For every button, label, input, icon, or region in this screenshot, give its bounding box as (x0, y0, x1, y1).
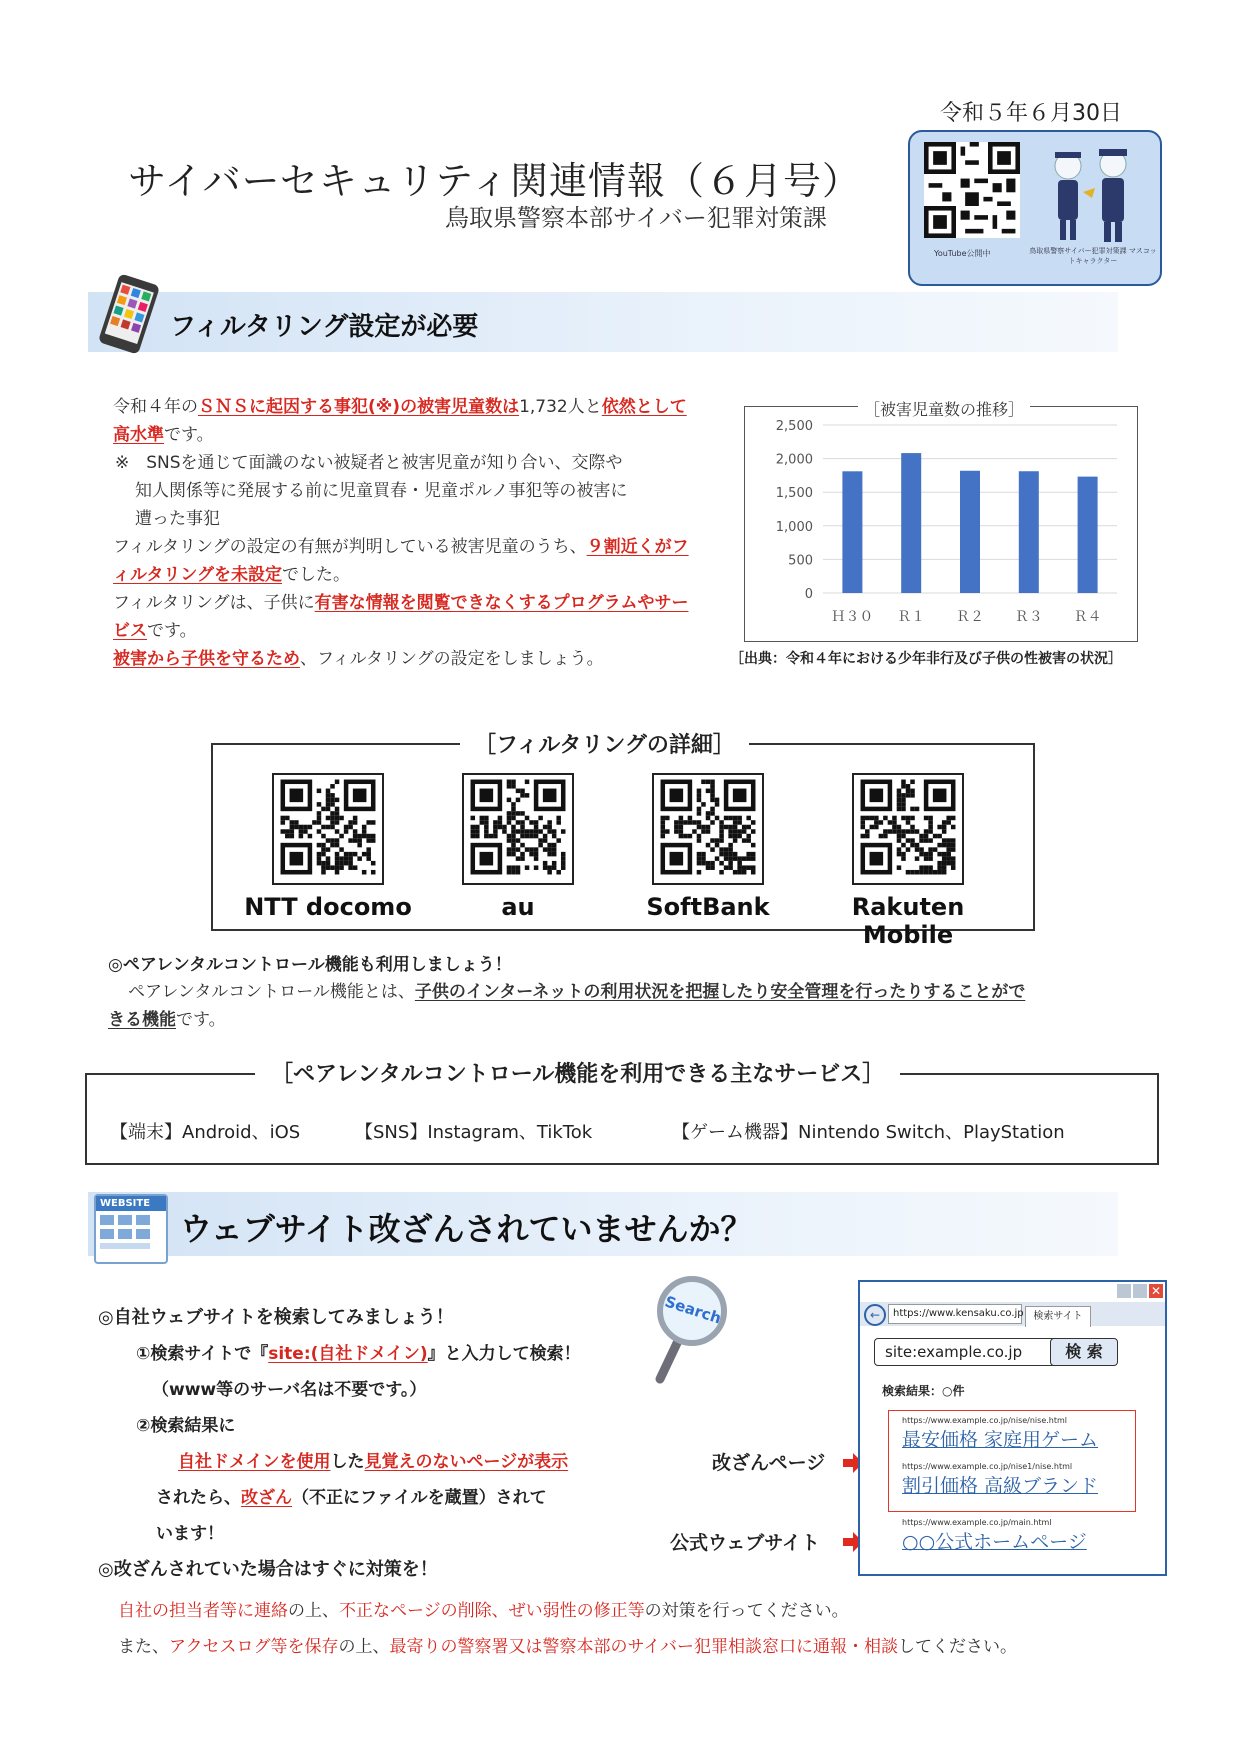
y-tick-label: 1,500 (775, 486, 813, 502)
department-name: 鳥取県警察本部サイバー犯罪対策課 (445, 204, 827, 232)
service-game: 【ゲーム機器】Nintendo Switch、PlayStation (672, 1122, 1065, 1143)
service-devices: 【端末】Android、iOS (110, 1122, 301, 1143)
youtube-qr-code[interactable] (924, 142, 1020, 238)
qr-pattern (276, 775, 380, 879)
search-result[interactable]: https://www.example.co.jp/nise/nise.html 最安価格 家庭用ゲーム (902, 1416, 1099, 1451)
x-tick-label: Ｒ１ (897, 609, 926, 625)
search-query-input[interactable]: site:example.co.jp (874, 1338, 1056, 1366)
search-result[interactable]: https://www.example.co.jp/main.html ○○公式ホームページ (902, 1518, 1087, 1553)
section2-title: ウェブサイト改ざんされていませんか？ (180, 1210, 753, 1248)
y-tick-label: 2,500 (775, 419, 813, 434)
chart-title: ［被害児童数の推移］ (858, 397, 1030, 420)
address-bar-row (860, 1302, 1165, 1326)
services-title: ［ペアレンタルコントロール機能を利用できる主なサービス］ (255, 1057, 900, 1088)
chart-plot (745, 407, 1137, 641)
maximize-icon[interactable] (1133, 1284, 1147, 1298)
page-title: サイバーセキュリティ関連情報（６月号） (128, 159, 862, 203)
issue-date: 令和５年６月30日 (940, 101, 1122, 126)
chart-bar (901, 453, 921, 593)
carrier-label: SoftBank (646, 893, 770, 921)
softbank-qr-code[interactable] (652, 773, 764, 885)
window-controls (1117, 1284, 1163, 1298)
countermeasure-text: 自社の担当者等に連絡の上、不正なページの削除、ぜい弱性の修正等の対策を行ってください。 また、アクセスログ等を保存の上、最寄りの警察署又は警察本部のサイバー犯罪相談窓口に通報・相談してください。 (118, 1601, 1017, 1657)
y-tick-label: 0 (804, 587, 813, 602)
chart-source: ［出典：令和４年における少年非行及び子供の性被害の状況］ (730, 651, 1122, 667)
carrier-label: au (501, 893, 535, 921)
youtube-qr-card[interactable] (908, 130, 1162, 286)
carrier-docomo[interactable] (238, 773, 418, 921)
carrier-label: Rakuten Mobile (851, 893, 965, 949)
search-browser-mockup (858, 1280, 1167, 1576)
close-icon[interactable]: ✕ (1150, 1284, 1162, 1298)
section1-banner (88, 292, 1118, 352)
qr-pattern (466, 775, 570, 879)
qr-pattern (656, 775, 760, 879)
section1-body: 令和４年のＳＮＳに起因する事犯(※)の被害児童数は1,732人と依然として高水準です。 ※ SNSを通じて面識のない被疑者と被害児童が知り合い、交際や 知人関係等に発展する前に児童買春・児童ポルノ事犯等の被害に 遭った事犯 フィルタリングの設定の有無が判明している被害児童のうち、９割近くがフィルタリングを未設定でした。 フィルタリングは、子供に有害な情報を閲覧できなくするプログラムやサービスです。 被害から子供を守るため、フィルタリングの設定をしましょう。 (113, 397, 689, 669)
x-tick-label: Ｒ２ (956, 609, 984, 625)
back-arrow-icon[interactable]: ← (864, 1304, 886, 1326)
url-field[interactable]: https://www.kensaku.co.jp (888, 1304, 1022, 1324)
x-tick-label: Ｒ３ (1014, 609, 1043, 625)
chart-bar (1019, 471, 1039, 593)
au-qr-code[interactable] (462, 773, 574, 885)
service-sns: 【SNS】Instagram、TikTok (355, 1122, 593, 1143)
x-tick-label: Ｒ４ (1073, 609, 1102, 625)
filtering-detail-title: ［フィルタリングの詳細］ (460, 728, 749, 759)
minimize-icon[interactable] (1117, 1284, 1131, 1298)
fake-page-label: 改ざんページ (712, 1452, 826, 1474)
rakuten-qr-code[interactable] (852, 773, 964, 885)
section2-banner (88, 1192, 1118, 1256)
parental-heading: ◎ペアレンタルコントロール機能も利用しましょう！ (108, 955, 512, 975)
y-tick-label: 1,000 (775, 519, 813, 535)
x-tick-label: Ｈ３０ (831, 609, 874, 625)
qr-pattern (856, 775, 960, 879)
docomo-qr-code[interactable] (272, 773, 384, 885)
victim-count-chart (744, 406, 1138, 642)
search-result[interactable]: https://www.example.co.jp/nise1/nise.html 割引価格 高級ブランド (902, 1462, 1099, 1497)
search-button[interactable]: 検 索 (1050, 1338, 1118, 1366)
website-icon: WEBSITE (94, 1194, 168, 1264)
official-site-label: 公式ウェブサイト (670, 1532, 820, 1554)
y-tick-label: 2,000 (775, 452, 813, 468)
carrier-softbank[interactable] (618, 773, 798, 921)
carrier-label: NTT docomo (244, 893, 412, 921)
mascot-caption: 鳥取県警察サイバー犯罪対策課 マスコットキャラクター (1029, 247, 1157, 265)
results-count: 検索結果：○件 (882, 1384, 965, 1398)
chart-bar (1078, 477, 1098, 593)
chart-bar (842, 471, 862, 593)
youtube-caption: YouTube公開中 (934, 249, 991, 258)
mascot-illustration (1038, 140, 1148, 244)
filtering-detail-box (211, 743, 1035, 949)
carrier-au[interactable] (428, 773, 608, 921)
search-magnifier-icon: Search (650, 1275, 730, 1385)
carrier-rakuten[interactable] (808, 773, 1008, 949)
chart-bar (960, 471, 980, 593)
smartphone-icon (94, 274, 164, 354)
section1-title: フィルタリング設定が必要 (170, 312, 479, 342)
y-tick-label: 500 (788, 553, 813, 569)
section2-body: ◎自社ウェブサイトを検索してみましょう！ ①検索サイトで『site:(自社ドメイン)』と入力して検索！ （www等のサーバ名は不要です。） ②検索結果に 自社ドメインを使用した見覚えのないページが表示 されたら、改ざん（不正にファイルを蔵置）されて います！ ◎改ざんされていた場合はすぐに対策を！ (98, 1307, 581, 1580)
browser-tab[interactable]: 検索サイト (1025, 1306, 1091, 1327)
parental-description: ペアレンタルコントロール機能とは、子供のインターネットの利用状況を把握したり安全管理を行ったりすることがで きる機能です。 (108, 982, 1026, 1030)
